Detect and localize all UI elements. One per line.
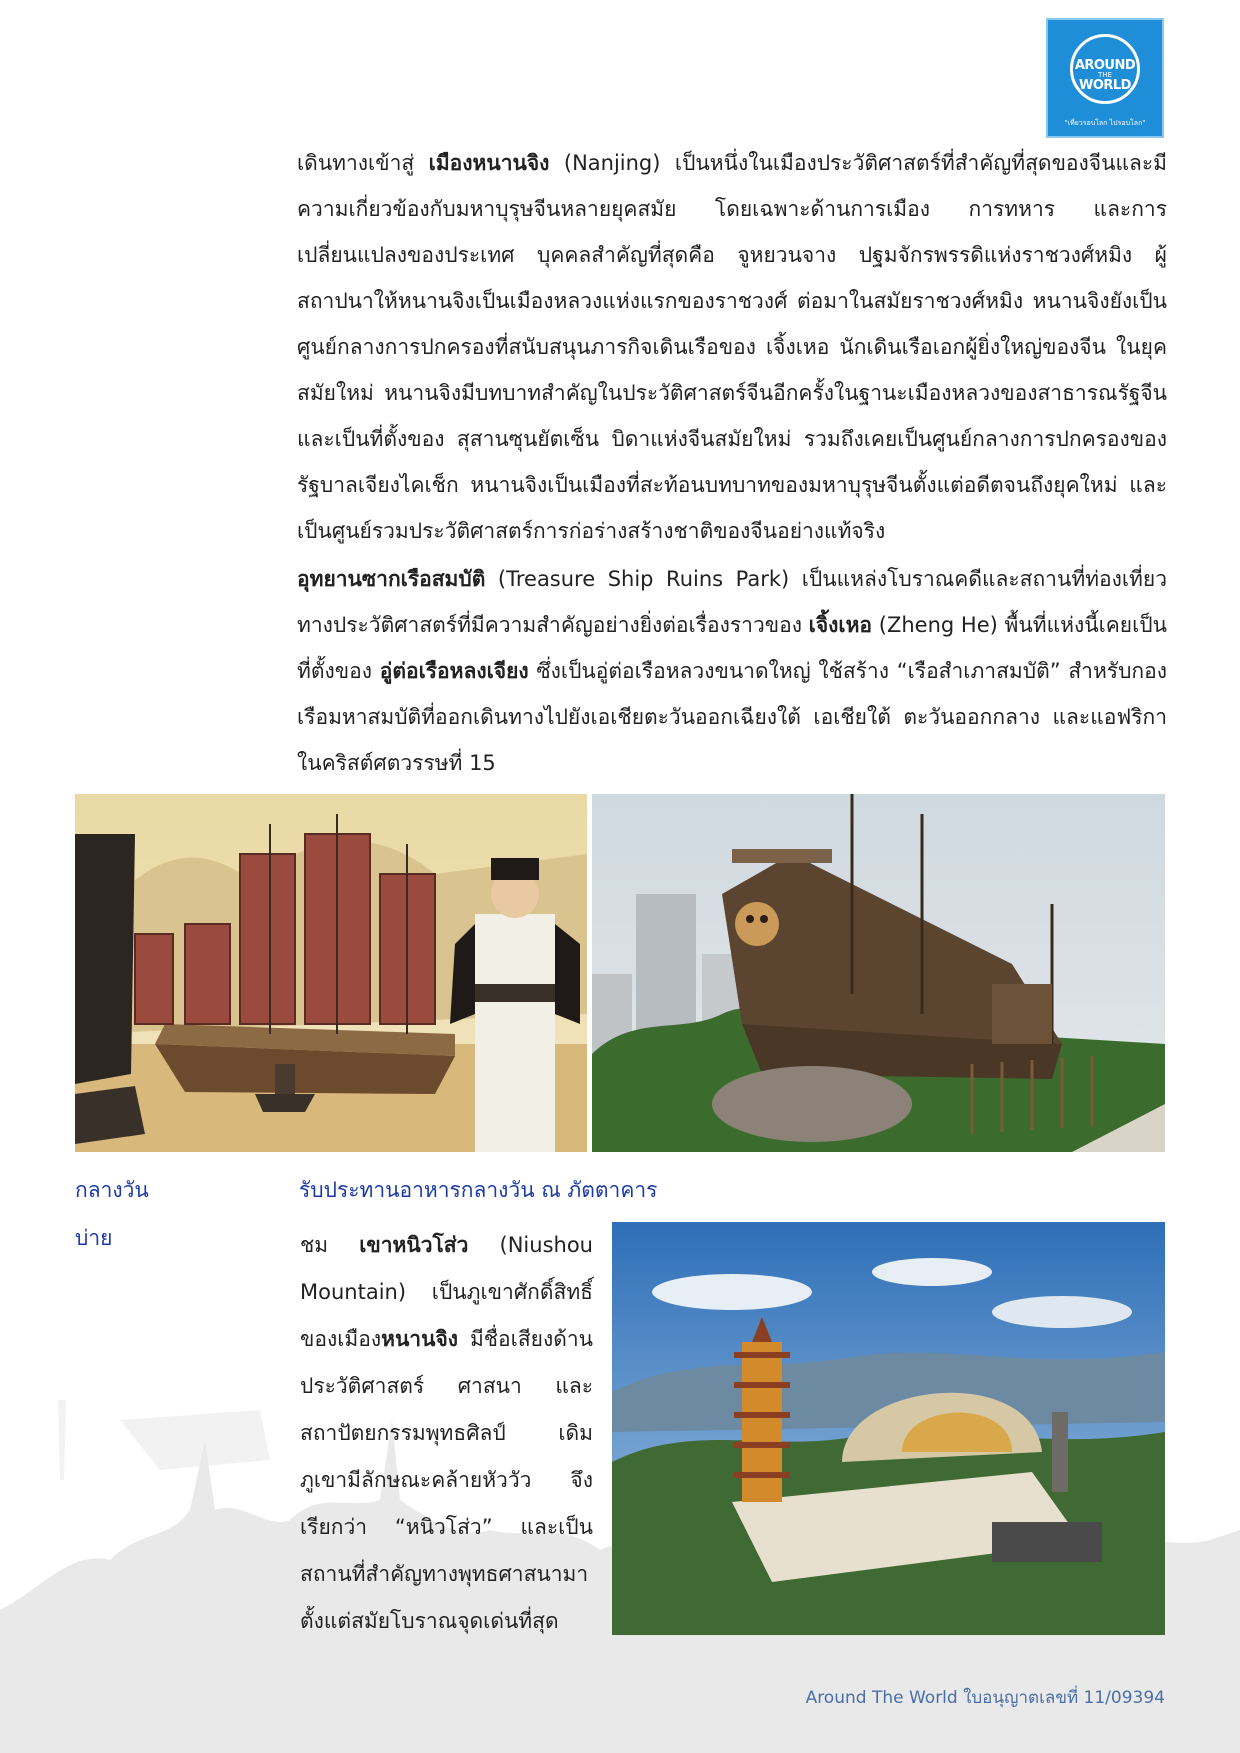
treasure-ship-park-photo — [592, 794, 1165, 1152]
bold-nanjing: หนานจิง — [381, 1327, 459, 1351]
bold-nanjing: เมืองหนานจิง — [428, 151, 550, 175]
bold-treasure-ship-park: อุทยานซากเรือสมบัติ — [297, 567, 486, 591]
around-the-world-logo — [1046, 18, 1164, 138]
niushou-mountain-paragraph — [300, 1222, 593, 1645]
schedule-lunch-description: รับประทานอาหารกลางวัน ณ ภัตตาคาร — [299, 1178, 658, 1202]
zheng-he-treasure-ship-painting — [75, 794, 587, 1152]
text-run: เดินทางเข้าสู่ — [297, 151, 429, 175]
text-run: ซึ่งเป็นอู่ต่อเรือหลวงขนาดใหญ่ ใช้สร้าง “เรือสำเภาสมบัติ” สำหรับกองเรือมหาสมบัติที่ออกเดินทางไปยังเอเชียตะวันออกเฉียงใต้ เอเชียใต้ ตะวันออกกลาง และแอฟริกา ในคริสต์ศตวรรษที่ 15 — [297, 659, 1167, 775]
logo-text-around: AROUND — [1074, 58, 1136, 73]
schedule-time-lunch: กลางวัน — [75, 1178, 149, 1202]
text-run: (Nanjing) เป็นหนึ่งในเมืองประวัติศาสตร์ที่สำคัญที่สุดของจีนและมีความเกี่ยวข้องกับมหาบุรุษจีนหลายยุคสมัย โดยเฉพาะด้านการเมือง การทหาร และการเปลี่ยนแปลงของประเทศ บุคคลสำคัญที่สุดคือ จูหยวนจาง ปฐมจักรพรรดิแห่งราชวงศ์หมิง ผู้สถาปนาให้หนานจิงเป็นเมืองหลวงแห่งแรกของราชวงศ์ ต่อมาในสมัยราชวงศ์หมิง หนานจิงยังเป็นศูนย์กลางการปกครองที่สนับสนุนภารกิจเดินเรือของ เจิ้งเหอ นักเดินเรือเอกผู้ยิ่งใหญ่ของจีน ในยุคสมัยใหม่ หนานจิงมีบทบาทสำคัญในประวัติศาสตร์จีนอีกครั้งในฐานะเมืองหลวงของสาธารณรัฐจีน และเป็นที่ตั้งของ สุสานซุนยัตเซ็น บิดาแห่งจีนสมัยใหม่ รวมถึงเคยเป็นศูนย์กลางการปกครองของรัฐบาลเจียงไคเช็ก หนานจิงเป็นเมืองที่สะท้อนบทบาทของมหาบุรุษจีนตั้งแต่อดีตจนถึงยุคใหม่ และเป็นศูนย์รวมประวัติศาสตร์การก่อร่างสร้างชาติของจีนอย่างแท้จริง — [297, 151, 1167, 543]
text-run: (Treasure Ship Ruins Park) เป็นแหล่งโบราณคดีและสถานที่ท่องเที่ยวทางประวัติศาสตร์ที่มีความสำคัญอย่างยิ่งต่อเรื่องราวของ — [297, 567, 1167, 637]
niushou-mountain-photo — [612, 1222, 1165, 1635]
schedule-time-afternoon: บ่าย — [75, 1226, 113, 1250]
text-run: (Niushou Mountain) เป็นภูเขาศักดิ์สิทธิ์ของเมือง — [300, 1233, 593, 1351]
bold-niushou: เขาหนิวโส่ว — [359, 1233, 469, 1257]
text-run: มีชื่อเสียงด้านประวัติศาสตร์ ศาสนา และสถาปัตยกรรมพุทธศิลป์ เดิมภูเขามีลักษณะคล้ายหัววัว จึงเรียกว่า “หนิวโส่ว” และเป็นสถานที่สำคัญทางพุทธศาสนามาตั้งแต่สมัยโบราณจุดเด่นที่สุด — [300, 1327, 593, 1633]
logo-text-the: THE — [1098, 71, 1112, 79]
nanjing-intro-paragraph — [297, 140, 1167, 554]
text-run: ชม — [300, 1233, 360, 1257]
text-run: (Zheng He) พื้นที่แห่งนี้เคยเป็นที่ตั้งของ — [297, 613, 1167, 683]
logo-text-world: WORLD — [1079, 78, 1131, 93]
logo-tagline: "เที่ยวรอบโลก ไปรอบโลก" — [1064, 119, 1146, 127]
bold-longjiang-shipyard: อู่ต่อเรือหลงเจียง — [379, 659, 529, 683]
treasure-ship-park-paragraph — [297, 556, 1167, 786]
bold-zheng-he: เจิ้งเหอ — [808, 613, 873, 637]
footer-license: Around The World ใบอนุญาตเลขที่ 11/09394 — [805, 1688, 1165, 1708]
